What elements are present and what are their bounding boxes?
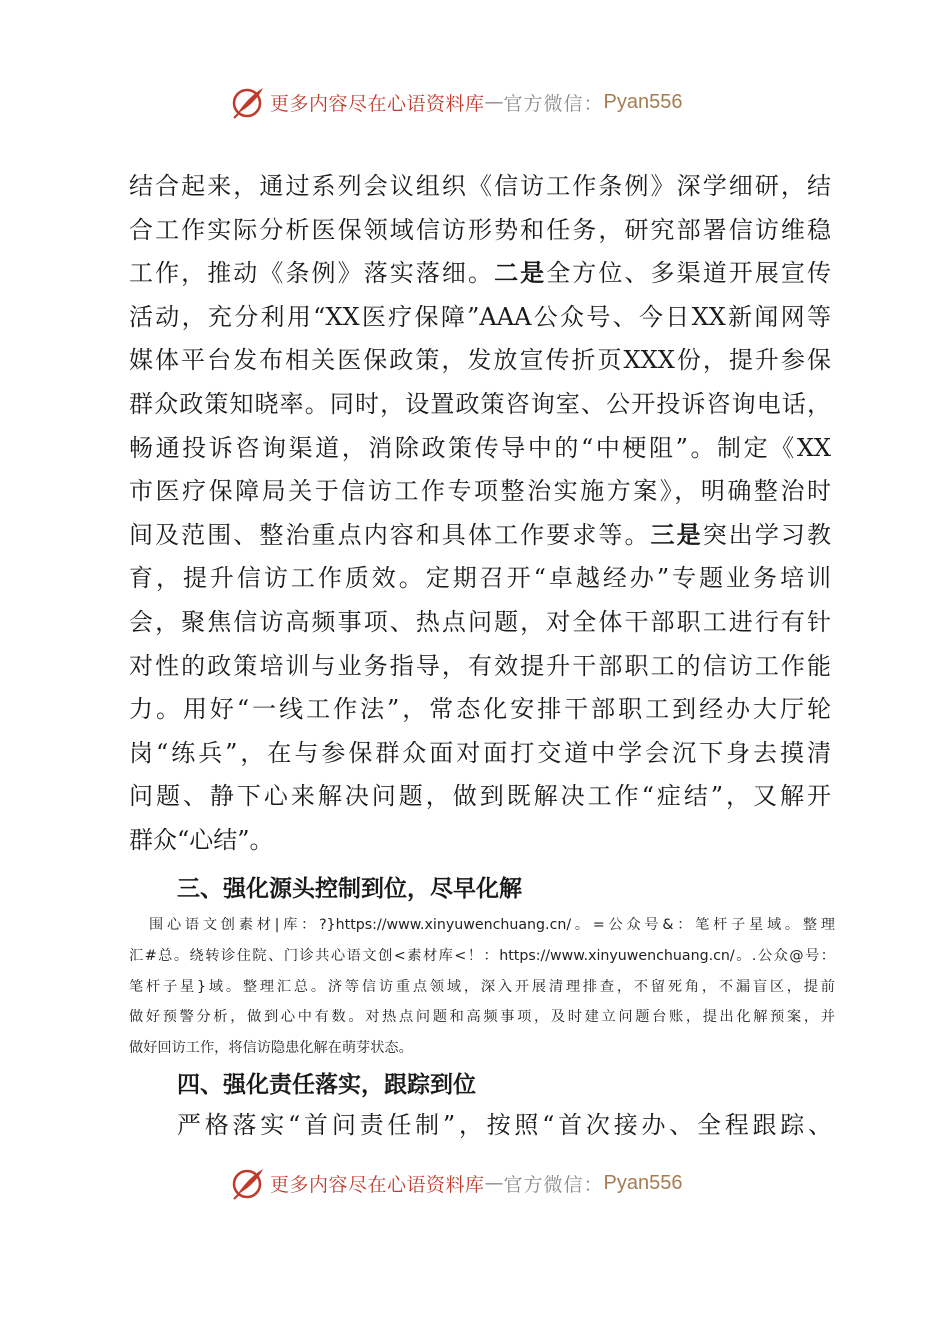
banner-wechat-label: 官方微信： bbox=[503, 1173, 604, 1196]
text-line: 市医疗保障局关于信访工作专项整治实施方案》，明确整治时 bbox=[129, 477, 831, 506]
section-heading-3: 三、强化源头控制到位，尽早化解 bbox=[177, 876, 522, 902]
text-line: 力。用好“一线工作法”，常态化安排干部职工到经办大厅轮 bbox=[129, 695, 831, 724]
text-line: 严格落实“首问责任制”，按照“首次接办、全程跟踪、 bbox=[177, 1111, 832, 1139]
text-line: 对性的政策培训与业务指导，有效提升干部职工的信访工作能 bbox=[129, 651, 831, 680]
text-line: 群众“心结”。 bbox=[129, 825, 274, 854]
small-text-line: 做好回访工作，将信访隐患化解在萌芽状态。 bbox=[129, 1040, 413, 1057]
banner-brand: 更多内容尽在心语资料库 bbox=[270, 1173, 485, 1196]
header-watermark bbox=[230, 82, 683, 122]
text-line: 间及范围、整治重点内容和具体工作要求等。三是突出学习教 bbox=[129, 520, 832, 549]
small-text-line: 围心语文创素材|库：?}https://www.xinyuwenchuang.cn/。=公众号&：笔杆子星域。整理 bbox=[149, 917, 835, 933]
text-line: 活动，充分利用“XX医疗保障”AAA公众号、今日XX新闻网等 bbox=[129, 302, 831, 331]
footer-watermark bbox=[230, 1163, 683, 1203]
small-text-line: 笔杆子星}域。整理汇总。济等信访重点领域，深入开展清理排查，不留死角，不漏盲区，提前 bbox=[129, 978, 835, 995]
emphasis-second: 二是 bbox=[494, 259, 547, 288]
banner-wechat-id: Pyan556 bbox=[603, 1171, 683, 1194]
quill-logo-icon bbox=[230, 84, 266, 120]
text-line: 会，聚焦信访高频事项、热点问题，对全体干部职工进行有针 bbox=[129, 607, 831, 636]
section-heading-4: 四、强化责任落实，跟踪到位 bbox=[177, 1072, 476, 1098]
banner-separator: — bbox=[484, 1172, 504, 1194]
emphasis-third: 三是 bbox=[650, 520, 703, 549]
body-paragraph bbox=[129, 165, 831, 863]
banner-wechat-label: 官方微信： bbox=[503, 92, 604, 115]
text-line: 岗“练兵”，在与参保群众面对面打交道中学会沉下身去摸清 bbox=[129, 738, 831, 767]
small-text-line: 做好预警分析，做到心中有数。对热点问题和高频事项，及时建立问题台账，提出化解预案，并 bbox=[129, 1009, 835, 1026]
banner-separator: — bbox=[484, 91, 504, 113]
quill-logo-icon bbox=[230, 1165, 266, 1201]
text-line: 合工作实际分析医保领域信访形势和任务，研究部署信访维稳 bbox=[129, 215, 831, 244]
text-line: 群众政策知晓率。同时，设置政策咨询室、公开投诉咨询电话， bbox=[129, 389, 831, 418]
text-line: 工作，推动《条例》落实落细。二是全方位、多渠道开展宣传 bbox=[129, 259, 832, 288]
banner-wechat-id: Pyan556 bbox=[603, 90, 683, 113]
text-line: 结合起来，通过系列会议组织《信访工作条例》深学细研，结 bbox=[129, 172, 831, 200]
small-paragraph bbox=[129, 910, 835, 1064]
text-line: 媒体平台发布相关医保政策，发放宣传折页XXX份，提升参保 bbox=[129, 346, 831, 375]
text-line: 畅通投诉咨询渠道，消除政策传导中的“中梗阻”。制定《XX bbox=[129, 433, 831, 462]
banner-brand: 更多内容尽在心语资料库 bbox=[270, 92, 485, 115]
text-line: 问题、静下心来解决问题，做到既解决工作“症结”，又解开 bbox=[129, 782, 831, 811]
small-text-line: 汇#总。绕转诊住院、门诊共心语文创<素材库<！：https://www.xinyuwenchuang.cn/。.公众@号： bbox=[129, 947, 835, 964]
text-line: 育，提升信访工作质效。定期召开“卓越经办”专题业务培训 bbox=[129, 564, 831, 593]
